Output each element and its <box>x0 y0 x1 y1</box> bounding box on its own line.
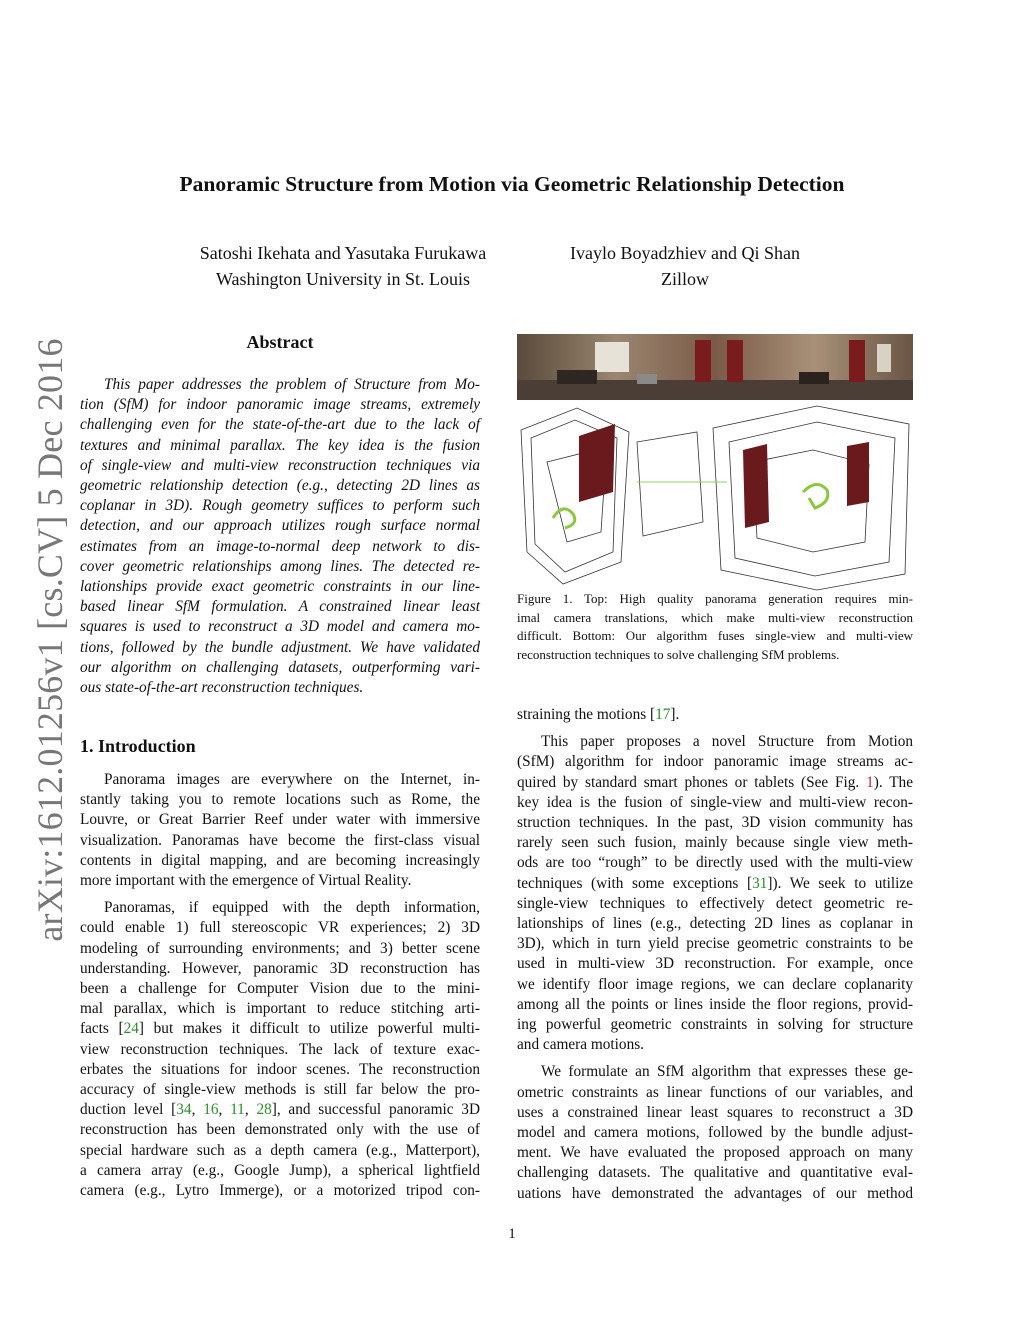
text-line <box>517 705 913 725</box>
text-fragment: ]. <box>670 706 680 723</box>
text-fragment: facts [ <box>80 1020 124 1038</box>
camera-trajectory <box>553 509 575 528</box>
abstract-line: estimates from an image-to-normal deep network to dis- <box>80 537 480 555</box>
panorama-furniture <box>637 374 657 384</box>
text-line: single-view techniques to effectively detect geometric re- <box>517 894 913 912</box>
text-line: Panoramas, if equipped with the depth information, <box>104 899 480 917</box>
intro-paragraph-2 <box>80 898 480 1201</box>
text-line: accuracy of single-view methods is still far below the pro- <box>80 1081 480 1099</box>
abstract-line: cover geometric relationships among lines. The detected re- <box>80 557 480 575</box>
text-line: challenging datasets. The qualitative and quantitative eval- <box>517 1164 913 1182</box>
text-fragment: quired by standard smart phones or tablets (See Fig. <box>517 773 867 791</box>
text-fragment: ]). We seek to utilize <box>767 874 913 892</box>
abstract-line: detection, and our approach utilizes rough surface normal <box>80 517 480 535</box>
figure-1 <box>517 334 913 594</box>
text-line: view reconstruction techniques. The lack of texture exac- <box>80 1040 480 1058</box>
door-panel <box>579 424 615 502</box>
text-line: special hardware such as a depth camera (e.g., Matterport), <box>80 1141 480 1159</box>
text-line: been a challenge for Computer Vision due to the mini- <box>80 980 480 998</box>
introduction-body <box>80 770 480 1208</box>
text-line <box>80 1019 480 1039</box>
text-fragment: techniques (with some exceptions [ <box>517 874 753 892</box>
text-line: mal parallax, which is important to reduce stitching arti- <box>80 1000 480 1018</box>
panorama-image <box>517 334 913 400</box>
author-names: Ivaylo Boyadzhiev and Qi Shan <box>570 243 800 263</box>
intro-paragraph-3 <box>517 732 913 1055</box>
abstract-line: based linear SfM formulation. A constrained linear least <box>80 598 480 616</box>
abstract-line: tion (SfM) for indoor panoramic image streams, extremely <box>80 396 480 414</box>
abstract-heading: Abstract <box>246 332 314 352</box>
text-fragment: ], and successful panoramic 3D <box>271 1101 480 1119</box>
abstract-line: geometric relationship detection (e.g., detecting 2D lines as <box>80 477 480 495</box>
camera-trajectory <box>803 484 828 508</box>
citation-link[interactable]: 17 <box>655 706 671 723</box>
introduction-heading: 1. Introduction <box>80 736 196 756</box>
text-line: uses a constrained linear least squares to reconstruct a 3D <box>517 1103 913 1121</box>
text-line: understanding. However, panoramic 3D reconstruction has <box>80 959 480 977</box>
text-line: reconstruction has been demonstrated only with the use of <box>80 1121 480 1139</box>
author-affiliation: Zillow <box>661 269 709 289</box>
text-line: could enable 1) full stereoscopic VR experiences; 2) 3D <box>80 919 480 937</box>
abstract-line: tions, followed by the bundle adjustment. We have validated <box>80 638 480 656</box>
citation-link[interactable]: 34 <box>176 1101 192 1119</box>
text-line <box>517 773 913 793</box>
text-line: uations have demonstrated the advantages of our method <box>517 1184 913 1202</box>
text-line: model and camera motions, followed by the bundle adjust- <box>517 1124 913 1142</box>
text-line: ods are too “rough” to be directly used with the multi-view <box>517 854 913 872</box>
panorama-window <box>877 344 891 372</box>
reconstruction-render <box>517 402 913 592</box>
abstract-line: lationships provide exact geometric constraints in our line- <box>80 578 480 596</box>
abstract-body <box>80 375 480 698</box>
panorama-door <box>695 340 711 382</box>
text-line: visualization. Panoramas have become the first-class visual <box>80 831 480 849</box>
abstract-line: squares is used to reconstruct a 3D model and camera mo- <box>80 618 480 636</box>
text-fragment: ). The <box>873 773 913 791</box>
text-line: contents in digital mapping, and are becoming increasingly <box>80 851 480 869</box>
citation-link[interactable]: 31 <box>752 874 768 892</box>
wireframe-right <box>713 406 909 590</box>
caption-line: reconstruction techniques to solve challenging SfM problems. <box>517 646 840 662</box>
text-line: struction techniques. In the past, 3D vision community has <box>517 814 913 832</box>
abstract-line: coplanar in 3D). Rough geometry suffices to perform such <box>80 497 480 515</box>
panorama-furniture <box>557 370 597 384</box>
text-line: used in multi-view 3D reconstruction. For example, once <box>517 955 913 973</box>
text-line: ing powerful geometric constraints in solving for structure <box>517 1016 913 1034</box>
abstract-line: textures and minimal parallax. The key idea is the fusion <box>80 436 480 454</box>
abstract-line: our algorithm on challenging datasets, outperforming vari- <box>80 658 480 676</box>
right-column-body <box>517 705 913 1211</box>
text-line: Panorama images are everywhere on the Internet, in- <box>104 771 480 788</box>
abstract-line: ous state-of-the-art reconstruction techniques. <box>80 679 364 697</box>
text-line: Louvre, or Great Barrier Reef under water with immersive <box>80 811 480 829</box>
text-line: key idea is the fusion of single-view and multi-view recon- <box>517 793 913 811</box>
author-block-1 <box>183 240 503 292</box>
text-line: erbates the situations for indoor scenes. The reconstruction <box>80 1060 480 1078</box>
citation-link[interactable]: 11 <box>230 1101 245 1119</box>
text-line: modeling of surrounding environments; and 3) better scene <box>80 939 480 957</box>
author-affiliation: Washington University in St. Louis <box>215 269 471 289</box>
abstract-line: This paper addresses the problem of Structure from Mo- <box>104 376 480 393</box>
text-line: ment. We have evaluated the proposed approach on many <box>517 1144 913 1162</box>
text-line: We formulate an SfM algorithm that expresses these ge- <box>541 1063 913 1081</box>
text-line: ometric constraints as linear functions of our variables, and <box>517 1083 913 1101</box>
text-line: more important with the emergence of Virtual Reality. <box>80 872 412 890</box>
text-line: we identify floor image regions, we can declare coplanarity <box>517 975 913 993</box>
figure-reference-link[interactable]: 1 <box>866 773 874 791</box>
caption-line: difficult. Bottom: Our algorithm fuses single-view and multi-view <box>517 628 913 644</box>
abstract-line: of single-view and multi-view reconstruction techniques via <box>80 456 480 474</box>
arxiv-identifier-text: arXiv:1612.01256v1 [cs.CV] 5 Dec 2016 <box>30 338 70 942</box>
panorama-window <box>595 342 629 372</box>
figure-1-caption <box>517 590 913 664</box>
text-line: stantly taking you to remote locations such as Rome, the <box>80 791 480 809</box>
text-line: duction level [34, 16, 11, 28], and successful panoramic 3D <box>80 1101 480 1119</box>
abstract-line: challenging even for the state-of-the-art due to the lack of <box>80 416 480 434</box>
text-line: a camera array (e.g., Google Jump), a spherical lightfield <box>80 1161 480 1179</box>
page-number: 1 <box>508 1226 516 1242</box>
text-line: and camera motions. <box>517 1036 645 1054</box>
intro-paragraph-4 <box>517 1062 913 1203</box>
paper-title: Panoramic Structure from Motion via Geometric Relationship Detection <box>179 172 845 196</box>
citation-link[interactable]: 24 <box>123 1020 139 1038</box>
text-fragment: ] but makes it difficult to utilize powerful multi- <box>138 1020 480 1038</box>
text-line: 3D), which in turn yield precise geometric constraints to be <box>517 935 913 953</box>
door-panel <box>743 444 769 528</box>
panorama-door <box>849 340 865 382</box>
author-names: Satoshi Ikehata and Yasutaka Furukawa <box>199 243 487 263</box>
intro-paragraph-1 <box>80 770 480 891</box>
citation-link[interactable]: 16 <box>203 1101 219 1119</box>
caption-line: Figure 1. Top: High quality panorama generation requires min- <box>517 591 913 606</box>
text-line: among all the points or lines inside the floor regions, provid- <box>517 995 913 1013</box>
text-line <box>517 874 913 894</box>
panorama-door <box>727 340 743 382</box>
door-panel <box>847 442 869 506</box>
text-line: This paper proposes a novel Structure from Motion <box>541 733 913 751</box>
continued-paragraph <box>517 705 913 725</box>
citation-link[interactable]: 28 <box>256 1101 272 1119</box>
panorama-furniture <box>799 372 829 384</box>
text-line: (SfM) algorithm for indoor panoramic image streams ac- <box>517 753 913 771</box>
text-line: lationships of lines (e.g., detecting 2D lines as coplanar in <box>517 915 913 933</box>
caption-line: imal camera translations, which make multi-view reconstruction <box>517 609 913 625</box>
author-block-2 <box>540 240 830 292</box>
text-fragment: duction level [ <box>80 1101 177 1119</box>
text-line: camera (e.g., Lytro Immerge), or a motorized tripod con- <box>80 1182 480 1200</box>
wireframe-detail <box>637 432 703 536</box>
text-fragment: straining the motions [ <box>517 706 656 723</box>
text-line: rarely seen such fusion, mainly because single view meth- <box>517 834 913 852</box>
